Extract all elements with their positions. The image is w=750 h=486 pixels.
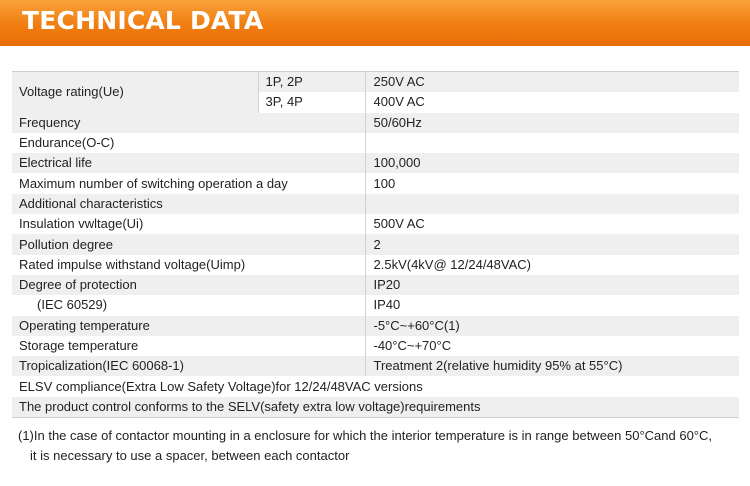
- technical-data-table: [12, 71, 739, 418]
- spec-value: 100: [365, 173, 739, 193]
- spec-value: -40°C~+70°C: [365, 336, 739, 356]
- spec-label: Endurance(O-C): [12, 133, 365, 153]
- table-row: [12, 153, 739, 173]
- spec-label: Voltage rating(Ue): [12, 72, 258, 113]
- spec-label: [12, 295, 365, 315]
- table-row: [12, 275, 739, 295]
- header-banner: [0, 0, 750, 46]
- spec-label: Tropicalization(IEC 60068-1): [12, 356, 365, 376]
- spec-value: -5°C~+60°C(1): [365, 316, 739, 336]
- spec-value: 2.5kV(4kV@ 12/24/48VAC): [365, 255, 739, 275]
- spec-value: 2: [365, 234, 739, 254]
- spec-value: 400V AC: [365, 92, 739, 112]
- spec-value: Treatment 2(relative humidity 95% at 55°C): [365, 356, 739, 376]
- table-row: [12, 397, 739, 418]
- spec-label-sub: (IEC 60529): [37, 297, 108, 313]
- spec-value: 250V AC: [365, 72, 739, 93]
- spec-label: Additional characteristics: [12, 194, 365, 214]
- table-row: [12, 133, 739, 153]
- table-row: [12, 356, 739, 376]
- spec-label: Storage temperature: [12, 336, 365, 356]
- spec-label: Electrical life: [12, 153, 365, 173]
- table-row: [12, 194, 739, 214]
- spec-value: [365, 133, 739, 153]
- spec-label: Pollution degree: [12, 234, 365, 254]
- spec-label: Frequency: [12, 113, 365, 133]
- spec-label: Insulation vwltage(Ui): [12, 214, 365, 234]
- spec-poles: 3P, 4P: [258, 92, 365, 112]
- table-row: [12, 295, 739, 315]
- spec-value: IP40: [365, 295, 739, 315]
- table-row: [12, 214, 739, 234]
- spec-value: [365, 194, 739, 214]
- table-row: [12, 336, 739, 356]
- spec-label: Maximum number of switching operation a day: [12, 173, 365, 193]
- spec-value: IP20: [365, 275, 739, 295]
- spec-value: 100,000: [365, 153, 739, 173]
- spec-value: 50/60Hz: [365, 113, 739, 133]
- table-row: [12, 376, 739, 396]
- spec-label: Operating temperature: [12, 316, 365, 336]
- spec-note: The product control conforms to the SELV(safety extra low voltage)requirements: [12, 397, 739, 418]
- spec-poles: 1P, 2P: [258, 72, 365, 93]
- spec-label: Rated impulse withstand voltage(Uimp): [12, 255, 365, 275]
- table-row: [12, 72, 739, 93]
- table-row: [12, 113, 739, 133]
- table-row: [12, 255, 739, 275]
- spec-value: 500V AC: [365, 214, 739, 234]
- spec-label: Degree of protection: [12, 275, 365, 295]
- footnote-line: it is necessary to use a spacer, between each contactor: [30, 448, 350, 463]
- table-row: [12, 234, 739, 254]
- table-row: [12, 173, 739, 193]
- table-row: [12, 316, 739, 336]
- footnote: [18, 426, 738, 466]
- footnote-line: (1)In the case of contactor mounting in a enclosure for which the interior temperature is in range between 50°Cand 60°C,: [18, 428, 713, 443]
- spec-note: ELSV compliance(Extra Low Safety Voltage)for 12/24/48VAC versions: [12, 376, 739, 396]
- page-title: TECHNICAL DATA: [22, 6, 264, 35]
